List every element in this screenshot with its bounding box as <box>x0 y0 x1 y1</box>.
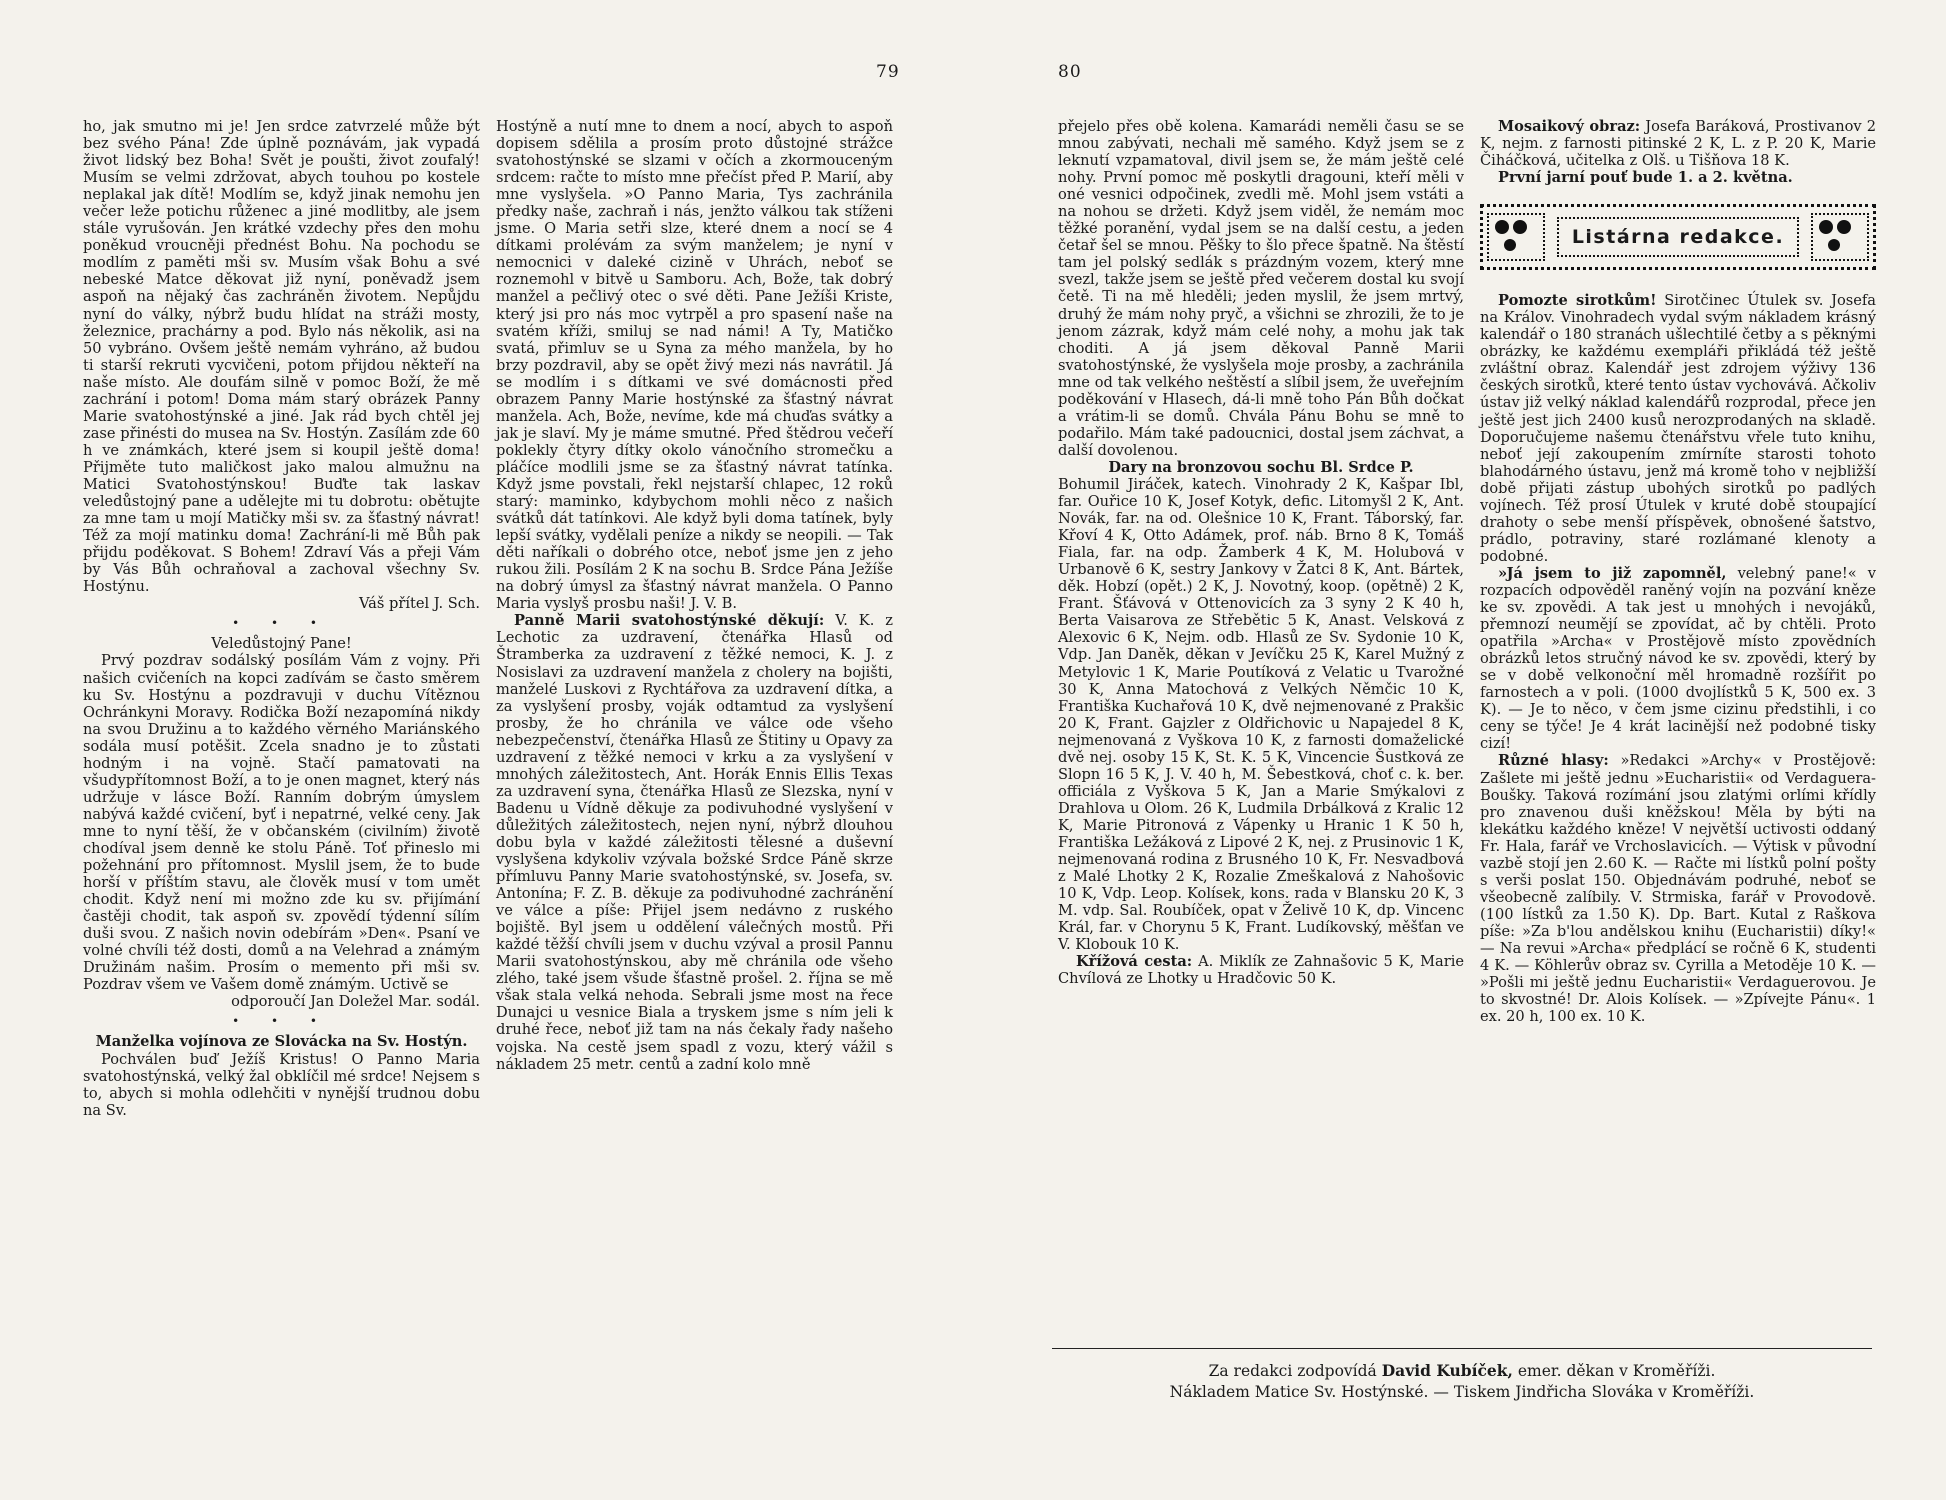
donations-paragraph: Bohumil Jiráček, katech. Vinohrady 2 K, Kašpar Ibl, far. Ouřice 10 K, Josef Kotyk, defic. Litomyšl 2 K, Ant. Novák, far. na od. Olešnice 10 K, Frant. Táborský, far. Křoví 4 K, Otto Adámek, prof. náb. Brno 8 K, Tomáš Fiala, far. na odp. Žamberk 4 K, M. Holubová v Urbanově 6 K, sestry Jankovy v Žatci 8 K, Ant. Bártek, děk. Hobzí (opět.) 2 K, J. Novotný, koop. (opětně) 2 K, Frant. Šťávová v Ottenovicích za 3 syny 2 K 40 h, Berta Vaisarova ze Střebětic 5 K, Anast. Velsková z Alexovic 6 K, Nejm. odb. Hlasů ze Sv. Sydonie 10 K, Vdp. Jan Daněk, děkan v Jevíčku 25 K, Karel Mužný z Metylovic 1 K, Marie Poutíková z Velatic u Tvarožné 30 K, Anna Matochová z Velkých Němčic 10 K, Františka Kuchařová 10 K, dvě nejmenované z Prakšic 20 K, Frant. Gajzler z Oldřichovic u Napajedel 8 K, nejmenovaná z Vyškova 10 K, z farnosti domaželické dvě nej. osoby 15 K, St. K. 5 K, Vincencie Šustková ze Slopn 16 5 K, J. V. 40 h, M. Šebestková, choť c. k. ber. officiála z Vyškova 5 K, Jan a Marie Smýkalovi z Drahlova u Olom. 26 K, Ludmila Drbálková z Kralic 12 K, Marie Pitronová z Vápenky u Hranic 1 K 50 h, Františka Ležáková z Lipové 2 K, nej. z Prusinovic 1 K, nejmenovaná rodina z Brusného 10 K, Fr. Nesvadbová z Malé Lhotky 2 K, Rozalie Zmeškalová z Nahošovic 10 K, Vdp. Leop. Kolísek, kons. rada v Blansku 20 K, 3 M. vdp. Sal. Roubíček, opat v Želivě 10 K, dp. Vincenc Král, far. v Chorynu 5 K, Frant. Ludíkovský, měšťan ve V. Klobouk 10 K. <box>1058 475 1464 954</box>
banner-title: Listárna redakce. <box>1557 217 1799 257</box>
imprint-text: emer. děkan v Kroměříži. <box>1517 1362 1716 1380</box>
ornament-icon <box>1811 213 1869 261</box>
column-1 <box>83 118 480 1119</box>
letter-paragraph: Prvý pozdrav sodálský posílám Vám z vojny. Při našich cvičeních na kopci zadívám se často směrem ku Sv. Hostýnu a pozdravuji v duchu Vítěznou Ochránkyni Moravy. Rodička Boží nezapomíná nikdy na svou Družinu a to každého věrného Mariánského sodála musí potěšit. Zcela snadno je to zůstati hodným i na vojně. Stačí pamatovati na všudypřítomnost Boží, a to je onen magnet, který nás udržuje v lásce Boží. Ranním dobrým úmyslem nabývá každé cvičení, byť i nepatrné, velké ceny. Jak mne to nyní těší, že v občanském (civilním) životě chodíval jsem denně ke stolu Páně. Toť přineslo mi požehnání pro přítomnost. Myslil jsem, že to bude horší v příštím stavu, ale člověk musí v tom umět chodit. Když není mi možno zde ku sv. přijímání častěji chodit, tak aspoň sv. zpovědí týdenní sílím duši svou. Z našich novin odebírám »Den«. Psaní ve volné chvíli též dosti, domů a na Velehrad a známým Družinám našim. Prosím o memento při mši sv. Pozdrav všem ve Vašem domě známým. Uctivě se <box>83 652 480 994</box>
section-heading: Panně Marii svatohostýnské děkují: <box>514 612 825 630</box>
section-heading: Křížová cesta: <box>1076 953 1193 971</box>
section-heading: Dary na bronzovou sochu Bl. Srdce P. <box>1108 458 1414 476</box>
page-number-left: 79 <box>876 62 900 82</box>
separator-dots: • • • <box>232 1014 331 1029</box>
thanks-paragraph: V. K. z Lechotic za uzdravení, čtenářka Hlasů od Štramberka za uzdravení z těžké nemoci, K. J. z Nosislavi za uzdravení manžela z cholery na bojišti, manželé Luskovi z Rychtářova za uzdravení dítka, a za vyslyšení prosby, voják odtamtud za vyslyšení prosby, že ho chránila ve válce ode všeho nebezpečenství, čtenářka Hlasů ze Štitiny u Opavy za uzdravení z těžké nemoci v krku a za vyslyšení v mnohých záležitostech, Ant. Horák Ennis Ellis Texas za uzdravení syna, čtenářka Hlasů ze Slezska, nyní v Badenu u Vídně děkuje za podivuhodné vyslyšení v důležitých záležitostech, nejen nyní, nýbrž dlouhou dobu byla v každé záležitosti tělesné a duševní vyslyšena kdykoliv vzývala božské Srdce Páně skrze přímluvu Panny Marie svatohostýnské, sv. Josefa, sv. Antonína; F. Z. B. děkuje za podivuhodné zachránění ve válce a píše: Přijel jsem nedávno z ruského bojiště. Byl jsem u oddělení válečných mostů. Při každé těžší chvíli jsem v duchu vzýval a prosil Pannu Marii svatohostýnskou, aby mě chránila ode všeho zlého, také jsem všude šťastně prošel. 2. října se mě však stala velká nehoda. Sebrali jsme most na řece Dunajci u vesnice Biala a tryskem jsme s ním jeli k druhé řece, neboť již tam na nás čekaly řady našeho vojska. Na cestě jsem spadl z vozu, který vážil s nákladem 25 metr. centů a zadní kolo mně <box>496 612 893 1073</box>
footer-rule <box>1052 1348 1872 1349</box>
imprint-text: Za redakci zodpovídá <box>1208 1362 1377 1380</box>
section-heading: Mosaikový obraz: <box>1498 118 1641 135</box>
editor-name: David Kubíček, <box>1381 1361 1513 1380</box>
notice-paragraph: Sirotčinec Útulek sv. Josefa na Králov. Vinohradech vydal svým nákladem krásný kalendář o 180 stranách ušlechtilé četby a s pěknými obrázky, ke každému exempláři přikládá též ještě zvláštní obraz. Kalendář jest zdrojem výživy 136 českých sirotků, které tento ústav vychovává. Ačkoliv ústav již velký náklad kalendářů rozprodal, přece jen ještě jest jich 2400 kusů nerozprodaných na skladě. Doporučujeme našemu čtenářstvu vřele tuto knihu, neboť její zakoupením zmírníte starosti tohoto blahodárného ústavu, jenž má kromě toho v nejbližší době přijati zástup ubohých sirotků po padlých vojínech. Též prosí Útulek v kruté době stoupající drahoty o sebe menší příspěvek, obnošené šatstvo, prádlo, potraviny, staré rozlámané klenoty a podobné. <box>1480 292 1876 565</box>
announcement: První jarní pouť bude 1. a 2. května. <box>1498 169 1793 187</box>
donations-paragraph: A. Miklík ze Zahnašovic 5 K, Marie Chvílová ze Lhotky u Hradčovic 50 K. <box>1058 953 1464 988</box>
article-heading: Manželka vojínova ze Slovácka na Sv. Hostýn. <box>95 1033 468 1051</box>
section-heading: Různé hlasy: <box>1498 752 1609 770</box>
section-heading: Pomozte sirotkům! <box>1498 292 1657 310</box>
letter-salutation: Veledůstojný Pane! <box>211 635 352 653</box>
letter-paragraph: Pochválen buď Ježíš Kristus! O Panno Maria svatohostýnská, velký žal obklíčil mé srdce! Nejsem s to, abych si mohla odlehčiti v nynější trudnou dobu na Sv. <box>83 1050 480 1119</box>
column-3 <box>1058 118 1464 987</box>
imprint <box>1052 1360 1872 1403</box>
notice-paragraph: »Redakci »Archy« v Prostějově: Zašlete mi ještě jednu »Eucharistii« od Verdaguera-Boušky. Taková rozímání jsou zlatými orlími křídly pro znavenou duši kněžskou! Měla by býti na klekátku každého kněze! V největší uctivosti oddaný Fr. Hala, farář ve Vrchoslavicích. — Výtisk v původní vazbě stojí jen 2.60 K. — Račte mi lístků polní pošty s verši poslat 150. Objednávám podruhé, neboť se všeobecně zalíbily. V. Strmiska, farář v Provodově. (100 lístků za 1.50 K). Dp. Bart. Kutal z Raškova píše: »Za b'lou andělskou knihu (Eucharistii) díky!« — Na revui »Archa« předplácí se ročně 6 K, studenti 4 K. — Köhlerův obraz sv. Cyrilla a Metoděje 10 K. — »Pošli mi ještě jednu Eucharistii« Verdaguerovou. Je to skvostné! Dr. Alois Kolísek. — »Zpívejte Pánu«. 1 ex. 20 h, 100 ex. 10 K. <box>1480 752 1877 1026</box>
section-heading: »Já jsem to již zapomněl, <box>1498 564 1727 582</box>
page-number-right: 80 <box>1058 62 1082 82</box>
editorial-banner <box>1480 204 1876 270</box>
letter-paragraph: Hostýně a nutí mne to dnem a nocí, abych to aspoň dopisem sdělila a prosím proto důstojné strážce svatohostýnské se slzami v očích a zkormouceným srdcem: račte to místo mne přečíst před P. Marií, aby mne vyslyšela. »O Panno Maria, Tys zachránila předky naše, zachraň i nás, jenžto válkou tak stíženi jsme. O Maria setři slze, které dnem a nocí se 4 dítkami prolévám za svým manželem; je nyní v nemocnici v daleké cizině v Uhrách, neboť se roznemohl v bitvě u Samboru. Ach, Bože, tak dobrý manžel a pečlivý otec o své děti. Pane Ježíši Kriste, který jsi pro nás moc vytrpěl a pro spasení naše na svatém kříži, smiluj se nad námi! A Ty, Matičko svatá, přimluv se u Syna za mého manžela, by ho brzy pozdravil, aby se opět živý mezi nás navrátil. Já se modlím i s dítkami ve své domácnosti před obrazem Panny Marie hostýnské za šťastný návrat manžela. Ach, Bože, nevíme, kde má chuďas svátky a jak je slaví. My je máme smutné. Před štědrou večeří poklekly čtyry dítky okolo vánočního stromečku a pláčíce modlili jsme se za šťastný návrat tatínka. Když jsme povstali, řekl nejstarší chlapec, 12 roků starý: maminko, kdybychom mohli něco z našich svátků dát tatínkovi. Ale když byli doma tatínek, byly lepší svátky, vydělali peníze a nikdy se neopili. — Tak děti naříkali o dobrého otce, neboť jsme jen z jeho rukou žili. Posílám 2 K na sochu B. Srdce Pána Ježíše na dobrý úmysl za šťastný návrat manžela. O Panno Maria vyslyš prosbu naši! J. V. B. <box>496 118 893 613</box>
letter-paragraph: ho, jak smutno mi je! Jen srdce zatvrzelé může být bez svého Pána! Zde úplně poznávám, jak vypadá život lidský bez Boha! Svět je poušti, život zoufalý! Musím se velmi zdržovat, abych touhou po kostele neplakal jak dítě! Modlím se, když jinak nemohu jen večer leže potichu růženec a jiné modlitby, ale jsem stále vyrušován. Jen krátké vzdechy přes den mohu poněkud vroucněji přednést Bohu. Na pochodu se modlím z paměti mši sv. Musím však Bohu a své nebeské Matce děkovat již nyní, poněvadž jsem aspoň na nějaký čas zachráněn životem. Nepůjdu nyní do války, nýbrž budu hlídat na stráži mosty, železnice, prachárny a pod. Bylo nás několik, asi na 50 vybráno. Ovšem ještě nemám vyhráno, až budou ti starší rekruti vycvičeni, potom přijdou někteří na naše místo. Ale doufám silně v pomoc Boží, že mě zachrání i potom! Doma mám starý obrázek Panny Marie svatohostýnské a jiné. Jak rád bych chtěl jej zase přinésti do musea na Sv. Hostýn. Zasílám zde 60 h ve známkách, které jsem si koupil ještě doma! Přijměte tuto maličkost jako malou almužnu na Matici Svatohostýnskou! Buďte tak laskav veledůstojný pane a udělejte mi tu dobrotu: obětujte za mne tam u mojí Matičky mši sv. za šťastný návrat! Též za mojí matinku doma! Zachrání-li mě Bůh pak přijdu poděkovat. S Bohem! Zdraví Vás a přeji Vám by Vás Bůh ochraňoval a zachoval všechny Sv. Hostýnu. <box>83 118 480 596</box>
imprint-line-2: Nákladem Matice Sv. Hostýnské. — Tiskem Jindřicha Slováka v Kroměříži. <box>1169 1383 1755 1401</box>
letter-paragraph: přejelo přes obě kolena. Kamarádi neměli času se se mnou zabývati, nechali mě samého. Když jsem se z leknutí vzpamatoval, divil jsem se, že mám ještě celé nohy. První pomoc mě poskytli dragouni, kteří měli v oné vesnici odpočinek, zvedli mě. Mohl jsem vstáti a na nohou se držeti. Když jsem viděl, že nemám moc těžké poranění, vydal jsem se na další cestu, a jeden četař šel se mnou. Pěšky to šlo přece špatně. Na štěstí tam jel polský sedlák s prázdným vozem, který mne svezl, takže jsem se ještě před večerem dostal ku svojí četě. Ti na mě hleděli; jeden myslil, že jsem mrtvý, druhý že mám nohy pryč, a všichni se zhrozili, že to je jenom zázrak, když mám celé nohy, a mohu jak tak choditi. A já jsem děkoval Panně Marii svatohostýnské, že vyslyšela moje prosby, a zachránila mne od tak velkého neštěstí a slíbil jsem, že uveřejním poděkování v Hlasech, dá-li mně toho Pán Bůh dočkat a vrátim-li se domů. Chvála Pánu Bohu se mně to podařilo. Mám také padoucnici, dostal jsem záchvat, a další dovolenou. <box>1058 118 1464 459</box>
separator-dots: • • • <box>232 616 331 631</box>
donations-paragraph: Josefa Baráková, Prostivanov 2 K, nejm. z farnosti pitinské 2 K, L. z P. 20 K, Marie Čiháčková, učitelka z Olš. u Tišňova 18 K. <box>1480 118 1876 170</box>
imprint-line-1 <box>1052 1360 1872 1382</box>
ornament-icon <box>1487 213 1545 261</box>
letter-signature: Váš přítel J. Sch. <box>358 595 480 613</box>
letter-signature: odporoučí Jan Doležel Mar. sodál. <box>231 993 480 1011</box>
notice-paragraph: velebný pane!« v rozpacích odpověděl raněný vojín na pozvání kněze ke sv. zpovědi. A tak jest u mnohých i nevojáků, přemnozí neumějí se zpovídat, ač by chtěli. Proto opatřila »Archa« v Prostějově místo zpovědních obrázků letos stručný návod ke sv. zpovědi, který by se v době velkonoční měl hromadně rozšířit po farnostech a v poli. (1000 dvojlístků 5 K, 500 ex. 3 K). — Je to něco, v čem jsme cizinu předstihli, i co ceny se týče! Je 4 krát lacinější než podobné tisky cizí! <box>1480 564 1876 753</box>
column-2 <box>496 118 893 1073</box>
column-4 <box>1480 118 1876 1025</box>
